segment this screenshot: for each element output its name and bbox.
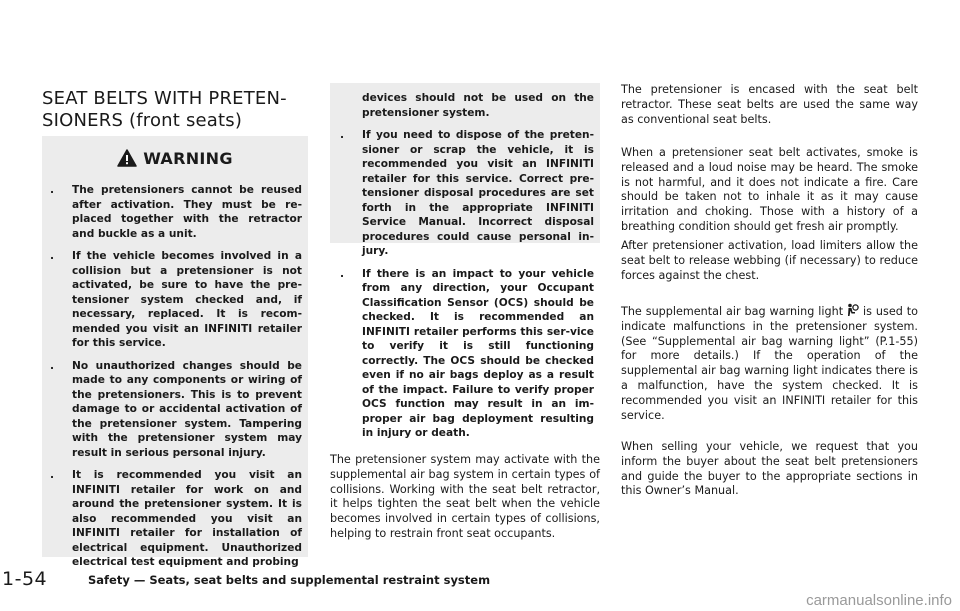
watermark: carmanualsonline.info [806, 592, 952, 609]
warning-list-col1 [50, 183, 302, 578]
warning-item: . If the vehicle becomes involved in a collision but a pretensioner is not activated, be sure to have the pre-tensioner system checked and, if necessary, replaced. It is recom-mended you visit an INFINITI retailer for this service. [50, 250, 302, 349]
warning-label: WARNING [143, 148, 233, 168]
section-title: SEAT BELTS WITH PRETEN-SIONERS (front seats) [42, 88, 287, 131]
body-paragraph: The supplemental air bag warning light is used to indicate malfunctions in the pretensioner system. (See “Supplemental air bag warning light” (P.1-55) for more details.) If the operation of the supplemental air bag warning light indicates there is a malfunction, have the system checked. It is recommended you visit an INFINITI retailer for this service. [621, 305, 919, 422]
body-paragraph: When a pretensioner seat belt activates, smoke is released and a loud noise may be heard. The smoke is not harmful, and it does not indicate a fire. Care should be taken not to inhale it as it may cause irritation and choking. Those with a history of a breathing condition should get fresh air promptly. [621, 146, 918, 233]
warning-list-col2 [340, 91, 594, 449]
body-paragraph: The pretensioner system may activate with the supplemental air bag system in certain types of collisions. Working with the seat belt retractor, it helps tighten the seat belt when the vehicle becomes involved in certain types of collisions, helping to restrain front seat occupants. [330, 453, 600, 540]
warning-item: . The pretensioners cannot be reused after activation. They must be re-placed together with the retractor and buckle as a unit. [50, 184, 302, 240]
warning-item: . No unauthorized changes should be made to any components or wiring of the pretensioners. This is to prevent damage to or accidental activation of the pretensioner system. Tampering with the pretensioner system may result in serious personal injury. [50, 359, 302, 459]
bullet: . [50, 359, 55, 372]
footer-section-title: Safety — Seats, seat belts and supplemental restraint system [88, 573, 491, 587]
bullet: . [50, 469, 55, 481]
warning-item-continued: devices should not be used on the pretensioner system. [362, 92, 594, 119]
bullet: . [50, 184, 55, 196]
page-number: 1-54 [2, 568, 48, 590]
page-footer [0, 568, 960, 592]
airbag-warning-light-icon [845, 303, 859, 317]
bullet: . [340, 267, 345, 280]
warning-item: . If there is an impact to your vehicle from any direction, your Occupant Classification Sensor (OCS) should be checked. It is recommended an INFINITI retailer performs this ser-vice to verify it is still functioning correctly. The OCS should be checked even if no air bags deploy as a result of the impact. Failure to verify proper OCS function may result in an im-proper air bag deployment resulting in injury or death. [340, 267, 594, 439]
warning-triangle-icon [117, 149, 137, 167]
warning-item: . If you need to dispose of the preten-sioner or scrap the vehicle, it is recommended you visit an INFINITI retailer for this service. Correct pre-tensioner disposal procedures are set forth in the appropriate INFINITI Service Manual. Incorrect disposal procedures could cause personal in-jury. [340, 129, 594, 257]
body-paragraph: When selling your vehicle, we request that you inform the buyer about the seat belt pretensioners and guide the buyer to the appropriate sections in this Owner’s Manual. [621, 440, 918, 498]
body-paragraph: After pretensioner activation, load limiters allow the seat belt to release webbing (if necessary) to reduce forces against the chest. [621, 239, 918, 282]
warning-heading [42, 146, 308, 170]
bullet: . [50, 250, 55, 262]
warning-item: . It is recommended you visit an INFINITI retailer for work on and around the pretensioner system. It is also recommended you visit an INFINITI retailer for installation of electrical equipment. Unauthorized electrical test equipment and probing [50, 469, 302, 568]
body-paragraph: The pretensioner is encased with the seat belt retractor. These seat belts are used the same way as conventional seat belts. [621, 83, 918, 126]
bullet: . [340, 129, 345, 141]
